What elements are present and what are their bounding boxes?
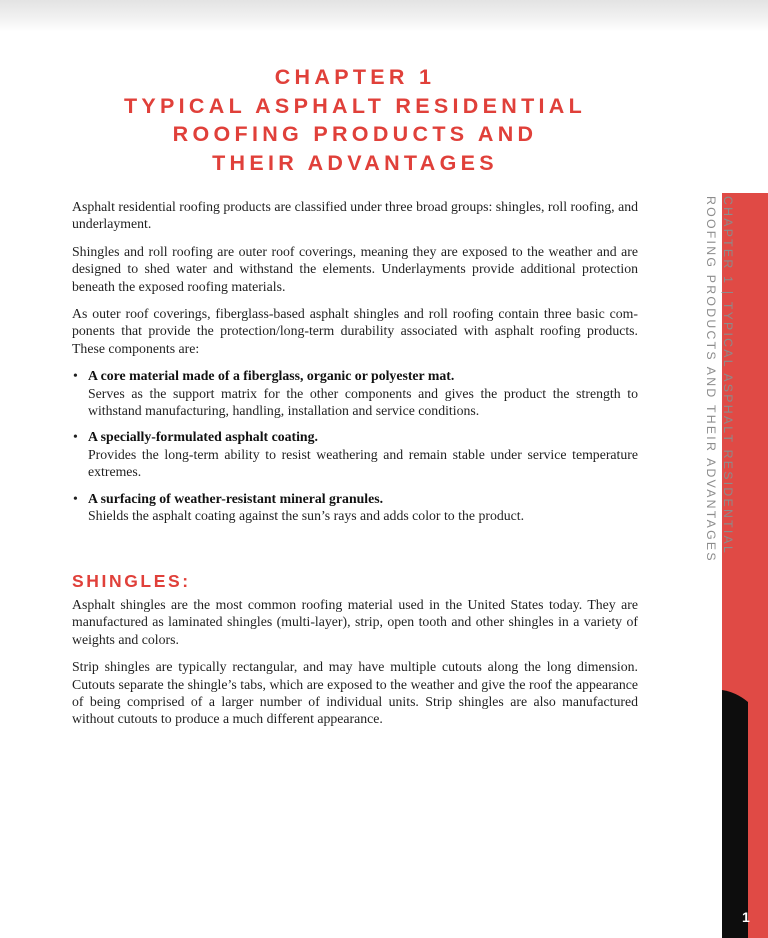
chapter-title-line: THEIR ADVANTAGES	[212, 150, 498, 175]
side-title-line: ROOFING PRODUCTS AND THEIR ADVANTAGES	[704, 196, 718, 563]
shingles-section	[72, 596, 638, 738]
side-running-title	[702, 196, 736, 563]
chapter-title-line: CHAPTER 1	[274, 65, 436, 89]
component-title: A surfacing of weather-resistant mineral granules.	[88, 490, 384, 506]
component-description: Provides the long-term ability to resist weathering and remain stable under service temperature extremes.	[88, 446, 638, 480]
component-title: A specially-formulated asphalt coating.	[88, 429, 318, 445]
intro-paragraph-components: As outer roof coverings, fiberglass-based asphalt shingles and roll roofing contain three basic components that provide the protection/long-term durability associated with asphalt roofing products. These components are:	[72, 306, 638, 356]
component-description: Shields the asphalt coating against the sun’s rays and adds color to the product.	[88, 508, 525, 524]
chapter-title-line: TYPICAL ASPHALT RESIDENTIAL	[123, 93, 587, 118]
page-number: 1	[742, 909, 750, 925]
bullet-icon: •	[73, 368, 78, 384]
component-title: A core material made of a fiberglass, organic or polyester mat.	[88, 368, 455, 384]
bullet-icon: •	[73, 490, 78, 506]
shingles-heading: SHINGLES:	[72, 571, 191, 591]
bullet-icon: •	[73, 429, 78, 445]
side-tab-black-accent	[720, 690, 768, 938]
intro-paragraph-groups: Asphalt residential roofing products are classified under three broad groups: shingles, roll roofing, and underlayment.	[72, 199, 638, 232]
component-list-item	[72, 490, 638, 525]
intro-paragraph-coverings: Shingles and roll roofing are outer roof coverings, meaning they are exposed to the weather and are designed to shed water and withstand the elements. Underlayments provide additional protection beneath the exposed roofing materials.	[72, 243, 638, 294]
shingles-paragraph-overview: Asphalt shingles are the most common roofing material used in the United States today. They are manufactured as laminated shingles (multi-layer), strip, open tooth and other shingles in a variety of weights and colors.	[72, 597, 638, 647]
component-list-item	[72, 428, 638, 480]
component-list-item	[72, 367, 638, 419]
side-title-line: CHAPTER 1 | TYPICAL ASPHALT RESIDENTIAL	[721, 196, 735, 556]
top-shadow-band	[0, 0, 768, 32]
shingles-paragraph-strip: Strip shingles are typically rectangular, and may have multiple cutouts along the long dimension. Cutouts separate the shingle’s tabs, which are exposed to the weather and give the roof the appearance of being comprised of a larger number of individual units. Strip shingles are also manufactured without cutouts to produce a much different appearance.	[72, 659, 638, 727]
component-description: Serves as the support matrix for the other components and gives the product the strength to withstand manufacturing, handling, installation and service conditions.	[88, 385, 638, 419]
chapter-title	[60, 63, 650, 177]
intro-section	[72, 198, 638, 534]
chapter-title-line: ROOFING PRODUCTS AND	[172, 122, 538, 146]
component-list	[72, 367, 638, 524]
